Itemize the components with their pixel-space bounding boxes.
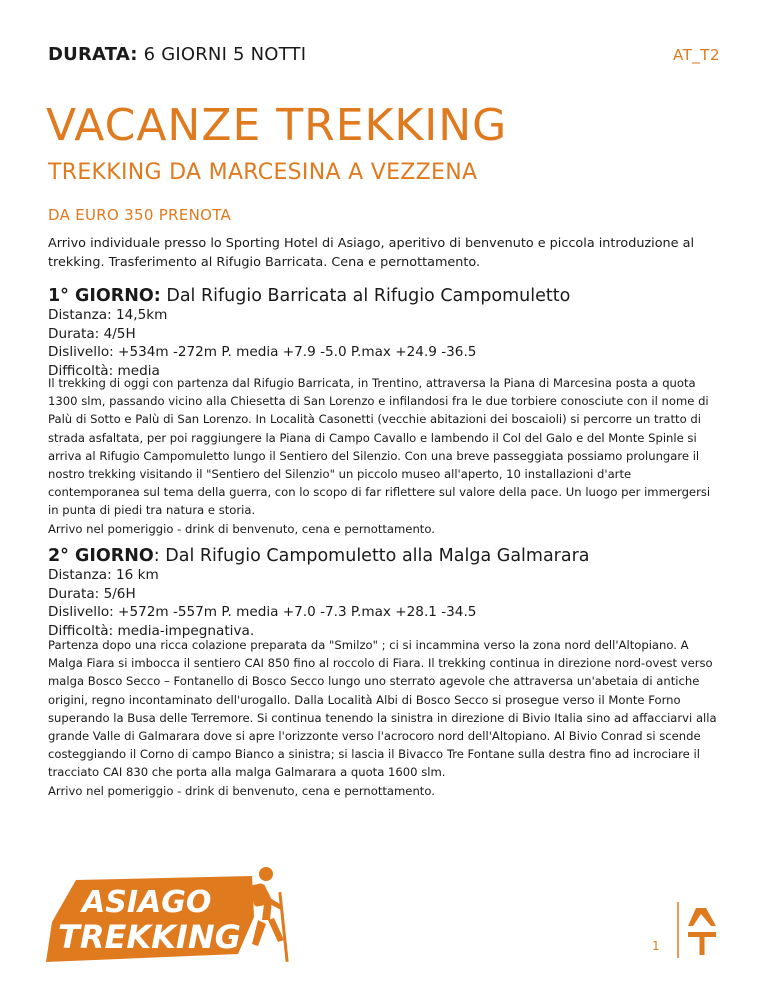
- hiker-icon: [250, 867, 289, 962]
- day-2-title: : Dal Rifugio Campomuletto alla Malga Galmarara: [153, 546, 590, 566]
- day-1-duration: Durata: 4/5H: [48, 325, 136, 342]
- page-number: 1: [652, 939, 660, 953]
- day-2-arrival: Arrivo nel pomeriggio - drink di benvenuto, cena e pernottamento.: [48, 783, 435, 798]
- price-line: DA EURO 350 PRENOTA: [48, 206, 232, 224]
- day-1-elevation: Dislivello: +534m -272m P. media +7.9 -5.0 P.max +24.9 -36.5: [48, 344, 477, 360]
- at-monogram-icon: [676, 902, 722, 958]
- day-2-heading: [48, 546, 728, 566]
- header-bar: [48, 44, 720, 68]
- page-title: VACANZE TREKKING: [46, 100, 508, 151]
- page-subtitle: TREKKING DA MARCESINA A VEZZENA: [48, 160, 478, 185]
- asiago-trekking-logo: [42, 862, 292, 967]
- day-2-stats: [48, 566, 728, 640]
- day-1-description-text: Il trekking di oggi con partenza dal Rifugio Barricata, in Trentino, attraversa la Piana di Marcesina posta a quota 1300 slm, passando vicino alla Chiesetta di San Lorenzo e infilandosi fra le due torbiere conosciute con il nome di Palù di Sotto e Palù di San Lorenzo. In Località Casonetti (vecchie abitazioni dei boscaioli) si percorre un tratto di strada asfaltata, per poi raggiungere la Piana di Campo Cavallo e lambendo il Col del Galo e del Monte Spinle si arriva al Rifugio Campomuletto lungo il Sentiero del Silenzio. Con una breve passeggiata possiamo prolungare il nostro trekking visitando il "Sentiero del Silenzio" un piccolo museo all'aperto, 10 installazioni d'arte contemporanea sul tema della guerra, con lo scopo di far riflettere sul valore della pace. Un luogo per immergersi in punta di piedi tra natura e storia.: [48, 376, 711, 518]
- day-2-difficulty: Difficoltà: media-impegnativa.: [48, 622, 255, 639]
- day-1-title: Dal Rifugio Barricata al Rifugio Campomuletto: [166, 286, 571, 306]
- day-2-distance: Distanza: 16 km: [48, 567, 159, 583]
- day-1-difficulty: Difficoltà: media: [48, 362, 160, 379]
- day-2-elevation: Dislivello: +572m -557m P. media +7.0 -7.3 P.max +28.1 -34.5: [48, 604, 477, 620]
- day-2-duration: Durata: 5/6H: [48, 585, 136, 602]
- duration-value: 6 GIORNI 5 NOTTI: [143, 44, 307, 65]
- day-1-stats: [48, 306, 728, 380]
- duration-line: [48, 44, 306, 65]
- intro-paragraph: Arrivo individuale presso lo Sporting Hotel di Asiago, aperitivo di benvenuto e piccola introduzione al trekking. Trasferimento al Rifugio Barricata. Cena e pernottamento.: [48, 236, 695, 270]
- product-code: AT_T2: [673, 46, 720, 64]
- day-1-arrival: Arrivo nel pomeriggio - drink di benvenuto, cena e pernottamento.: [48, 521, 435, 536]
- day-1-distance: Distanza: 14,5km: [48, 307, 168, 323]
- duration-label: DURATA:: [48, 44, 138, 65]
- logo-line2: TREKKING: [58, 918, 241, 956]
- day-2-description: [48, 636, 724, 800]
- logo-line1: ASIAGO: [82, 885, 212, 920]
- day-2-label: 2° GIORNO: [48, 546, 154, 566]
- day-1-description: [48, 374, 724, 538]
- day-1-label: 1° GIORNO:: [48, 286, 161, 306]
- day-1-heading: [48, 286, 728, 306]
- day-2-description-text: Partenza dopo una ricca colazione preparata da "Smilzo" ; ci si incammina verso la zona nord dell'Altopiano. A Malga Fiara si imbocca il sentiero CAI 850 fino al roccolo di Fiara. Il trekking continua in direzione nord-ovest verso malga Bosco Secco – Fontanello di Bosco Secco lungo uno sterrato agevole che attraversa un'abetaia di antiche origini, regno incontaminato dell'urogallo. Dalla Località Albi di Bosco Secco si prosegue verso il Monte Forno superando la Busa delle Terremore. Si continua tenendo la sinistra in direzione di Bivio Italia sino ad affacciarvi alla grande Valle di Galmarara dove si apre l'orizzonte verso l'acrocoro nord dell'Altopiano. Al Bivio Conrad si scende costeggiando il Corno di campo Bianco a sinistra; si lascia il Bivacco Tre Fontane sulla destra fino ad incrociare il tracciato CAI 830 che porta alla malga Galmarara a quota 1600 slm.: [48, 638, 717, 780]
